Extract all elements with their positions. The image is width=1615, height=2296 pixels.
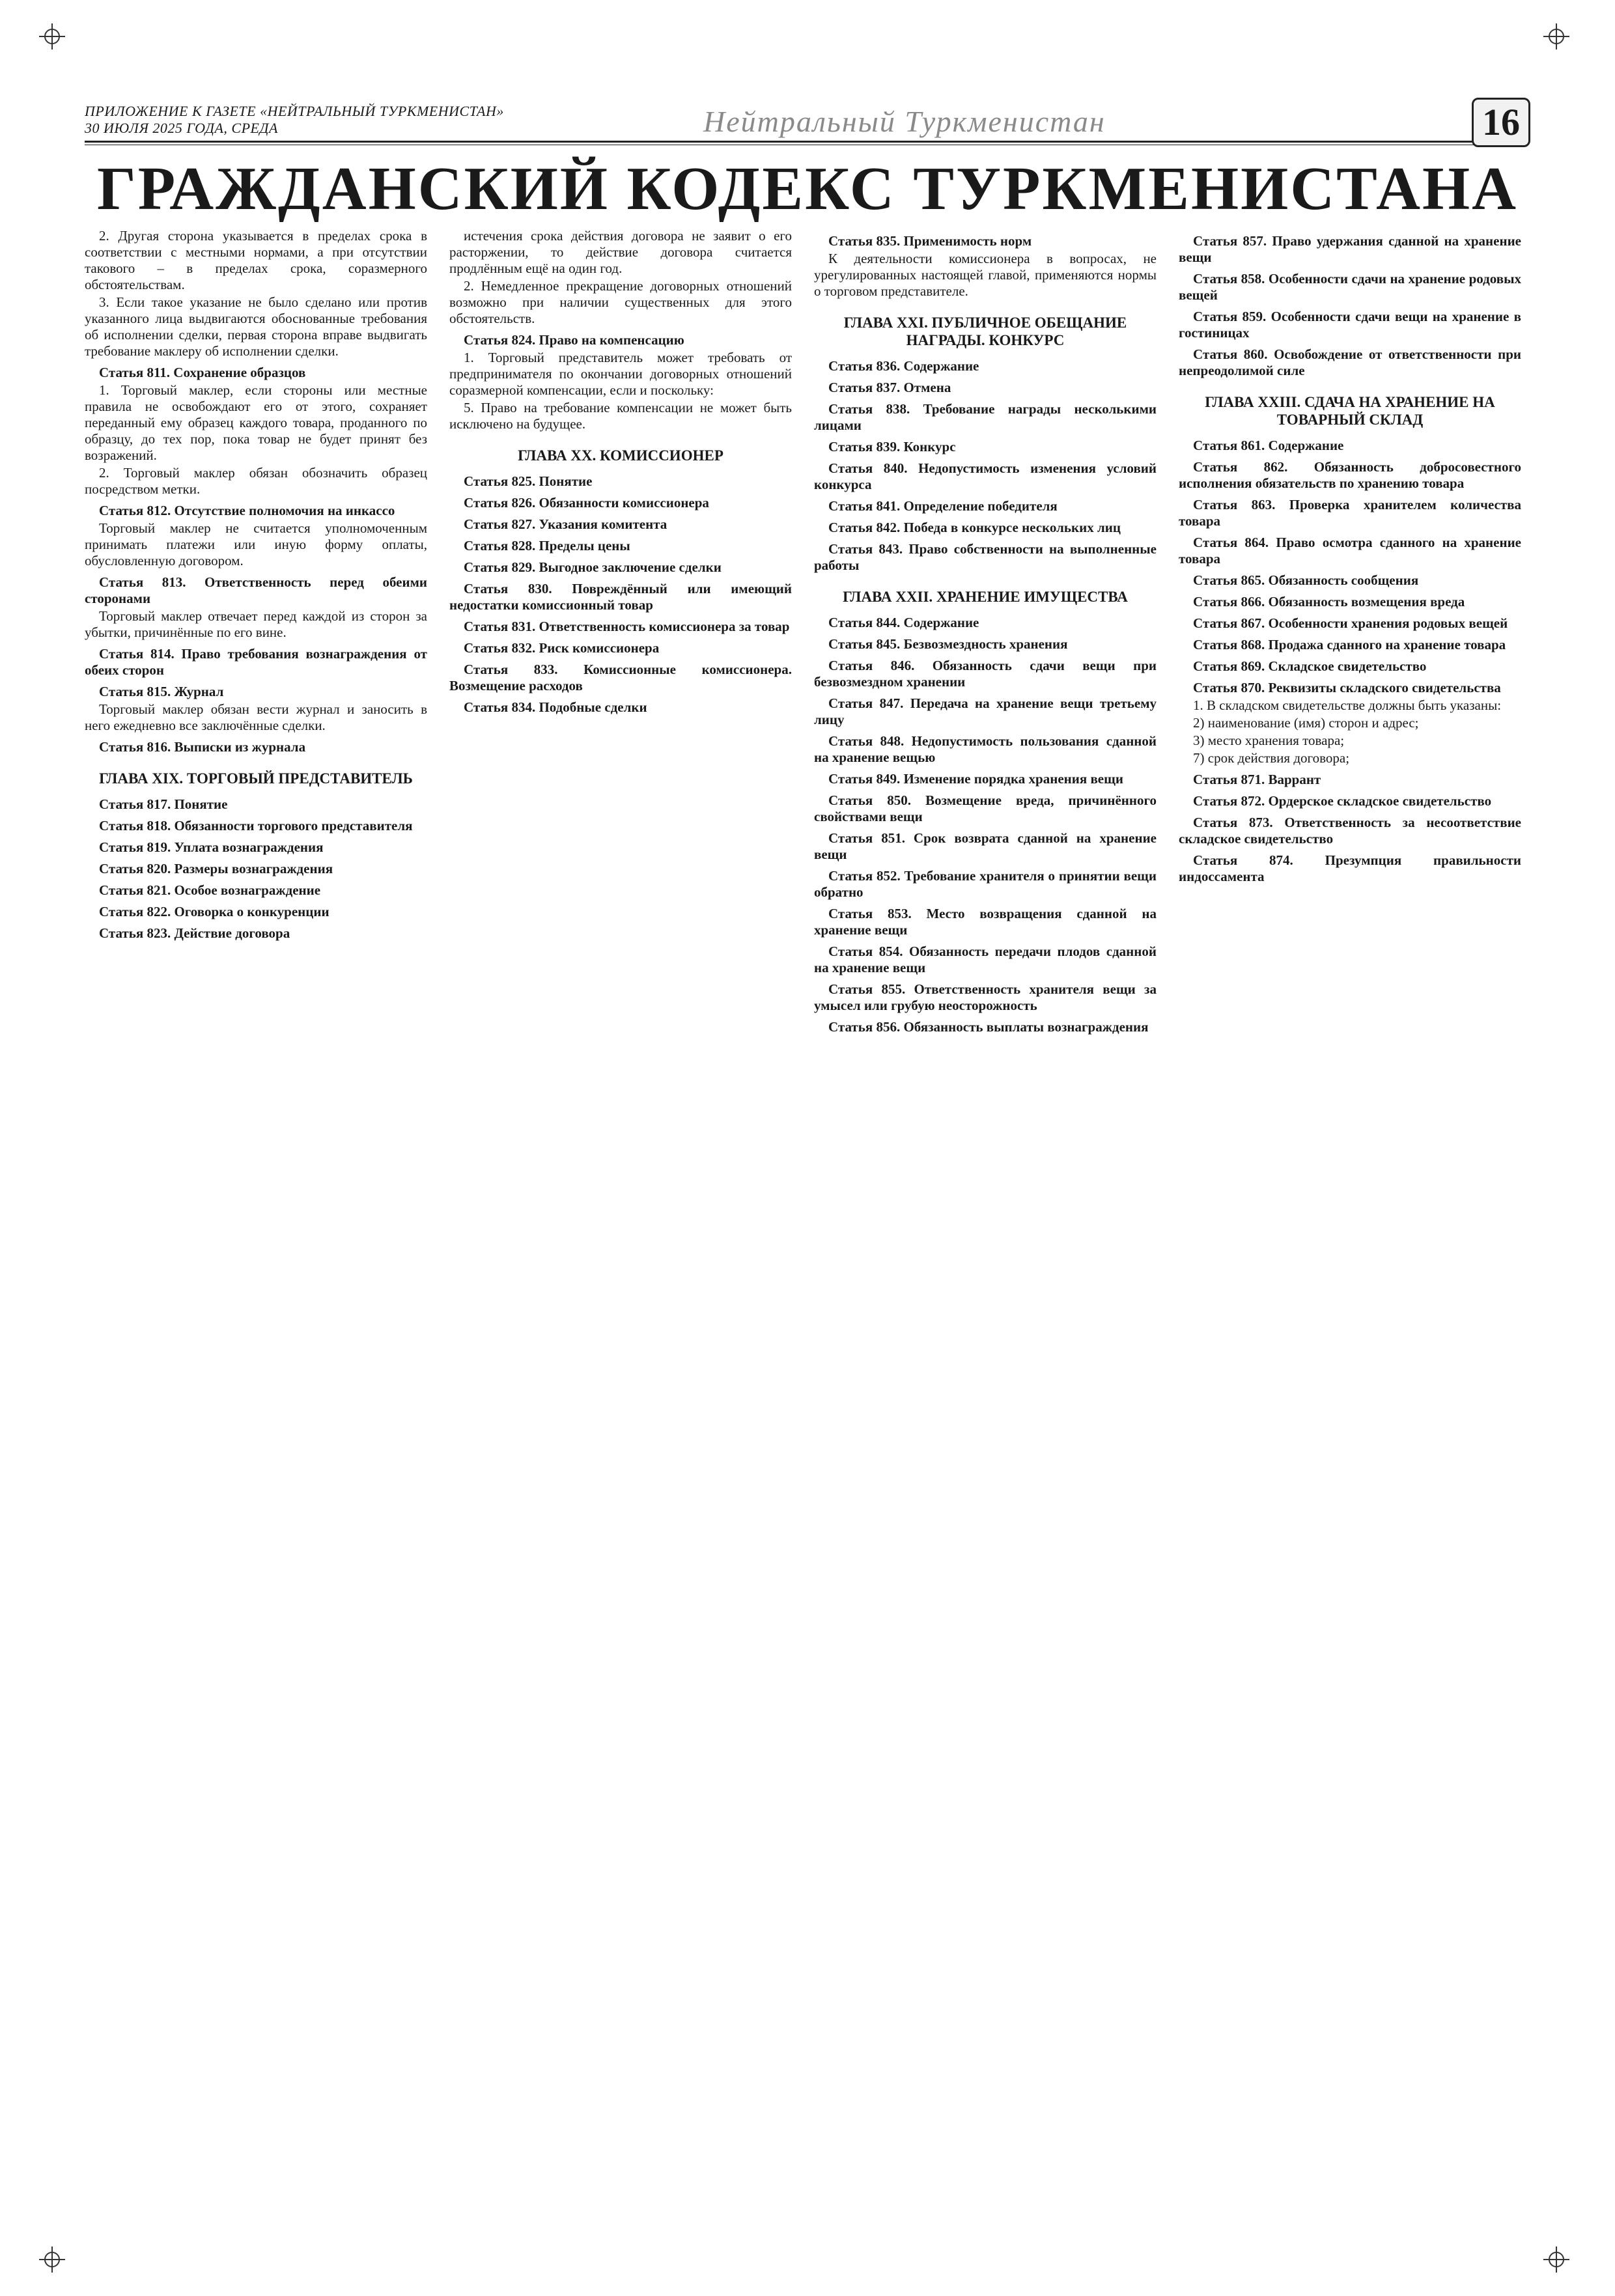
article-title: Статья 865. Обязанность сообщения [1193, 572, 1419, 588]
article-paragraph: 1. В складском свидетельстве должны быть указаны: [1193, 697, 1502, 713]
article-title: Статья 829. Выгодное заключение сделки [464, 559, 722, 575]
article-title: Статья 822. Оговорка о конкуренции [99, 904, 330, 919]
article-paragraph: 7) срок действия договора; [1193, 750, 1350, 766]
article-title: Статья 862. Обязанность добросовестного исполнения обязательств по хранению товара [1179, 459, 1521, 491]
article-title: Статья 830. Повреждённый или имеющий недостатки комиссионный товар [449, 581, 792, 613]
article-title: Статья 821. Особое вознаграждение [99, 882, 321, 898]
article-title: Статья 814. Право требования вознаграждения от обеих сторон [85, 646, 427, 678]
chapter-heading: ГЛАВА XXII. ХРАНЕНИЕ ИМУЩЕСТВА [843, 589, 1128, 605]
article-title: Статья 870. Реквизиты складского свидетельства [1193, 680, 1501, 695]
registration-mark-top-left [39, 23, 65, 49]
article-paragraph: 3. Если такое указание не было сделано или против указанного лица выдвигаются обоснованные требования об исполнении сделки, первая сторона вправе выдвигать требование маклеру об исполнении сделки. [85, 294, 427, 359]
article-title: Статья 851. Срок возврата сданной на хранение вещи [814, 830, 1157, 862]
article-title: Статья 831. Ответственность комиссионера за товар [464, 619, 790, 634]
article-title: Статья 842. Победа в конкурсе нескольких лиц [828, 520, 1121, 535]
article-paragraph: 2. Другая сторона указывается в пределах срока в соответствии с местными нормами, а при отсутствии такового – в пределах срока, соразмерного обстоятельствам. [85, 228, 427, 292]
issue-date: 30 ИЮЛЯ 2025 ГОДА, СРЕДА [85, 120, 278, 136]
article-title: Статья 857. Право удержания сданной на хранение вещи [1179, 233, 1521, 265]
article-title: Статья 860. Освобождение от ответственности при непреодолимой силе [1179, 346, 1521, 378]
article-title: Статья 854. Обязанность передачи плодов сданной на хранение вещи [814, 944, 1157, 975]
article-title: Статья 839. Конкурс [828, 439, 956, 455]
article-title: Статья 849. Изменение порядка хранения вещи [828, 771, 1123, 787]
article-title: Статья 867. Особенности хранения родовых вещей [1193, 615, 1508, 631]
article-paragraph: 2. Торговый маклер обязан обозначить образец посредством метки. [85, 465, 427, 497]
article-title: Статья 835. Применимость норм [828, 233, 1032, 249]
column-2 [449, 228, 792, 2260]
article-title: Статья 812. Отсутствие полномочия на инкассо [99, 503, 395, 518]
article-paragraph: 5. Право на требование компенсации не может быть исключено на будущее. [449, 400, 792, 432]
article-paragraph: истечения срока действия договора не заявит о его расторжении, то действие договора считается продлённым ещё на один год. [449, 228, 792, 276]
masthead-left [85, 103, 504, 137]
article-paragraph: К деятельности комиссионера в вопросах, не урегулированных настоящей главой, применяются нормы о торговом представителе. [814, 251, 1157, 299]
article-paragraph: 1. Торговый маклер, если стороны или местные правила не освобождают его от этого, сохраняет переданный ему образец каждого товара, проданного по образцу, до тех пор, пока товар не будет принят без возражений. [85, 382, 427, 463]
article-title: Статья 872. Ордерское складское свидетельство [1193, 793, 1492, 809]
registration-mark-top-right [1543, 23, 1569, 49]
article-title: Статья 818. Обязанности торгового представителя [99, 818, 413, 833]
article-title: Статья 861. Содержание [1193, 438, 1344, 453]
article-title: Статья 838. Требование награды несколькими лицами [814, 401, 1157, 433]
article-title: Статья 868. Продажа сданного на хранение товара [1193, 637, 1506, 652]
article-title: Статья 819. Уплата вознаграждения [99, 839, 324, 855]
article-title: Статья 837. Отмена [828, 380, 951, 395]
article-title: Статья 832. Риск комиссионера [464, 640, 660, 656]
article-title: Статья 843. Право собственности на выполненные работы [814, 541, 1157, 573]
article-title: Статья 863. Проверка хранителем количества товара [1179, 497, 1521, 529]
article-paragraph: Торговый маклер не считается уполномоченным принимать платежи или иную форму оплаты, обусловленную договором. [85, 520, 427, 568]
article-paragraph: 1. Торговый представитель может требовать от предпринимателя по окончании договорных отношений соразмерной компенсации, если и поскольку: [449, 350, 792, 398]
chapter-heading: ГЛАВА XX. КОМИССИОНЕР [518, 447, 723, 464]
article-paragraph: 2) наименование (имя) сторон и адрес; [1193, 715, 1419, 731]
article-title: Статья 841. Определение победителя [828, 498, 1058, 514]
article-title: Статья 853. Место возвращения сданной на хранение вещи [814, 906, 1157, 938]
page-title: ГРАЖДАНСКИЙ КОДЕКС ТУРКМЕНИСТАНА [97, 155, 1518, 223]
column-3 [814, 228, 1157, 2260]
article-paragraph: Торговый маклер отвечает перед каждой из сторон за убытки, причинённые по его вине. [85, 608, 427, 640]
registration-mark-bottom-left [39, 2247, 65, 2273]
article-title: Статья 827. Указания комитента [464, 516, 667, 532]
column-1 [85, 228, 427, 2260]
article-title: Статья 845. Безвозмездность хранения [828, 636, 1068, 652]
article-title: Статья 846. Обязанность сдачи вещи при безвозмездном хранении [814, 658, 1157, 690]
article-title: Статья 858. Особенности сдачи на хранение родовых вещей [1179, 271, 1521, 303]
article-title: Статья 840. Недопустимость изменения условий конкурса [814, 460, 1157, 492]
article-title: Статья 824. Право на компенсацию [464, 332, 684, 348]
chapter-heading: ГЛАВА XIX. ТОРГОВЫЙ ПРЕДСТАВИТЕЛЬ [99, 770, 413, 787]
newspaper-name: Нейтральный Туркменистан [703, 105, 1106, 138]
article-title: Статья 844. Содержание [828, 615, 979, 630]
article-title: Статья 833. Комиссионные комиссионера. Возмещение расходов [449, 662, 792, 693]
article-title: Статья 856. Обязанность выплаты вознаграждения [828, 1019, 1149, 1035]
article-paragraph: 3) место хранения товара; [1193, 733, 1345, 748]
article-paragraph: 2. Немедленное прекращение договорных отношений возможно при наличии существенных для этого обстоятельств. [449, 278, 792, 326]
article-paragraph: Торговый маклер обязан вести журнал и заносить в него ежедневно все заключённые сделки. [85, 701, 427, 733]
article-title: Статья 823. Действие договора [99, 925, 290, 941]
article-title: Статья 834. Подобные сделки [464, 699, 647, 715]
article-title: Статья 873. Ответственность за несоответствие складское свидетельство [1179, 815, 1521, 847]
article-title: Статья 820. Размеры вознаграждения [99, 861, 333, 876]
column-4 [1179, 228, 1521, 2260]
article-title: Статья 826. Обязанности комиссионера [464, 495, 709, 511]
article-title: Статья 836. Содержание [828, 358, 979, 374]
registration-mark-bottom-right [1543, 2247, 1569, 2273]
article-title: Статья 815. Журнал [99, 684, 224, 699]
article-title: Статья 855. Ответственность хранителя вещи за умысел или грубую неосторожность [814, 981, 1157, 1013]
article-title: Статья 864. Право осмотра сданного на хранение товара [1179, 535, 1521, 567]
article-title: Статья 850. Возмещение вреда, причинённого свойствами вещи [814, 792, 1157, 824]
article-title: Статья 869. Складское свидетельство [1193, 658, 1427, 674]
article-title: Статья 811. Сохранение образцов [99, 365, 306, 380]
chapter-heading: ГЛАВА XXI. ПУБЛИЧНОЕ ОБЕЩАНИЕ НАГРАДЫ. КОНКУРС [843, 315, 1127, 348]
masthead [85, 98, 1530, 150]
article-title: Статья 866. Обязанность возмещения вреда [1193, 594, 1465, 609]
page-number-badge: 16 [1472, 98, 1530, 147]
article-title: Статья 813. Ответственность перед обеими сторонами [85, 574, 427, 606]
article-title: Статья 825. Понятие [464, 473, 593, 489]
article-title: Статья 874. Презумпция правильности индоссамента [1179, 852, 1521, 884]
article-title: Статья 828. Пределы цены [464, 538, 630, 553]
article-title: Статья 852. Требование хранителя о принятии вещи обратно [814, 868, 1157, 900]
chapter-heading: ГЛАВА XXIII. СДАЧА НА ХРАНЕНИЕ НА ТОВАРНЫЙ СКЛАД [1205, 394, 1495, 428]
article-columns [85, 228, 1524, 2260]
article-title: Статья 859. Особенности сдачи вещи на хранение в гостиницах [1179, 309, 1521, 341]
article-title: Статья 817. Понятие [99, 796, 228, 812]
article-title: Статья 848. Недопустимость пользования сданной на хранение вещью [814, 733, 1157, 765]
article-title: Статья 816. Выписки из журнала [99, 739, 306, 755]
supplement-label: ПРИЛОЖЕНИЕ К ГАЗЕТЕ «НЕЙТРАЛЬНЫЙ ТУРКМЕНИСТАН» [85, 103, 504, 119]
article-title: Статья 871. Варрант [1193, 772, 1321, 787]
article-title: Статья 847. Передача на хранение вещи третьему лицу [814, 695, 1157, 727]
masthead-rule [85, 141, 1478, 145]
